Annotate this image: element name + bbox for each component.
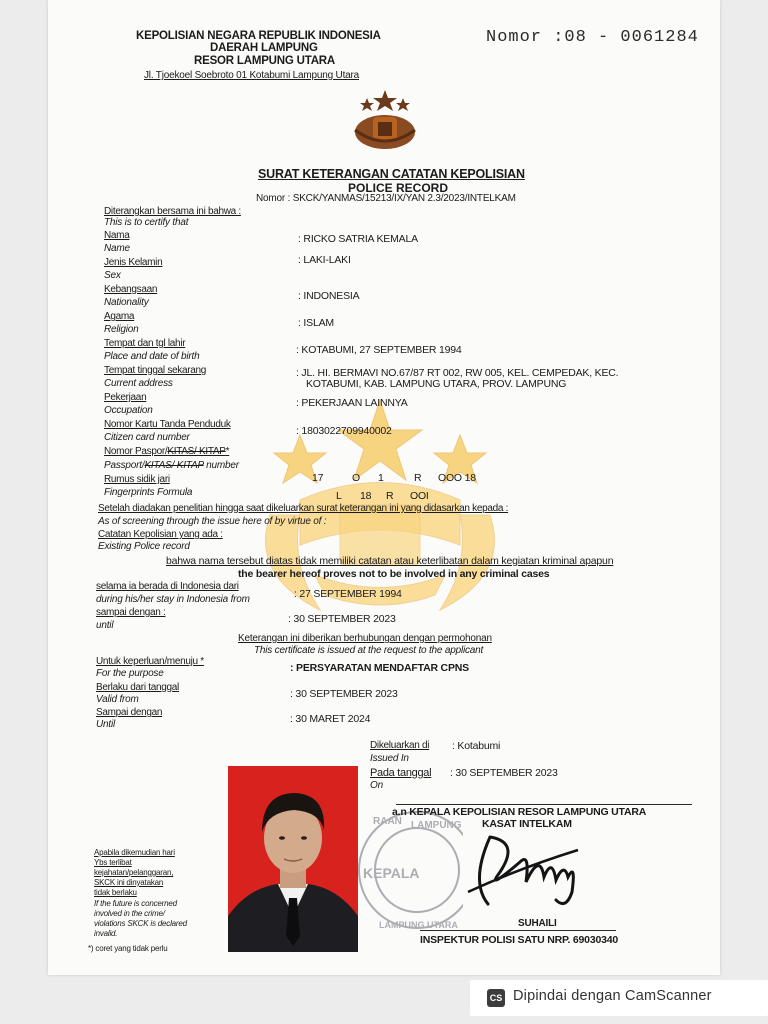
valid-from-label-en: Valid from bbox=[96, 694, 139, 705]
field-label-birth: Tempat dan tgl lahir bbox=[104, 338, 186, 349]
period-until-label-en: until bbox=[96, 620, 114, 631]
field-label-name: Nama bbox=[104, 230, 130, 241]
stamp-text-4: LAMPUNG UTARA bbox=[379, 920, 458, 930]
screening-label-en: As of screening through the issue here of by virtue of : bbox=[98, 516, 327, 527]
field-value-citizen-card: : 1803022709940002 bbox=[296, 425, 392, 437]
scanner-watermark-text: Dipindai dengan CamScanner bbox=[513, 988, 712, 1004]
field-label-name-en: Name bbox=[104, 243, 130, 254]
header-resort: RESOR LAMPUNG UTARA bbox=[194, 55, 336, 67]
field-value-name: : RICKO SATRIA KEMALA bbox=[298, 233, 418, 245]
screening-label: Setelah diadakan penelitian hingga saat dikeluarkan surat keterangan ini yang didasarkan kepada : bbox=[98, 503, 509, 514]
signatory-title: a.n KEPALA KEPOLISIAN RESOR LAMPUNG UTARA bbox=[392, 806, 647, 818]
record-statement: bahwa nama tersebut diatas tidak memiliki catatan atau keterlibatan dalam kegiatan kriminal apapun bbox=[166, 555, 614, 567]
field-label-address-en: Current address bbox=[104, 378, 173, 389]
field-label-nationality: Kebangsaan bbox=[104, 284, 158, 295]
intro-label: Diterangkan bersama ini bahwa : bbox=[104, 206, 241, 217]
document-title: SURAT KETERANGAN CATATAN KEPOLISIAN bbox=[258, 167, 525, 181]
purpose-label: Untuk keperluan/menuju * bbox=[96, 656, 204, 667]
field-label-citizen-card-en: Citizen card number bbox=[104, 432, 190, 443]
issued-place-value: : Kotabumi bbox=[452, 740, 501, 752]
field-label-religion: Agama bbox=[104, 311, 135, 322]
field-label-citizen-card: Nomor Kartu Tanda Penduduk bbox=[104, 419, 231, 430]
police-record-label: Catatan Kepolisian yang ada : bbox=[98, 529, 223, 540]
field-value-address-line2: KOTABUMI, KAB. LAMPUNG UTARA, PROV. LAMPUNG bbox=[306, 378, 567, 390]
request-statement-en: This certificate is issued at the request to the applicant bbox=[254, 645, 484, 656]
signature-top-rule bbox=[396, 804, 692, 805]
police-emblem-icon bbox=[345, 90, 425, 152]
handwritten-signature bbox=[460, 822, 590, 912]
field-value-birth: : KOTABUMI, 27 SEPTEMBER 1994 bbox=[296, 344, 462, 356]
field-label-address: Tempat tinggal sekarang bbox=[104, 365, 207, 376]
header-institution: KEPOLISIAN NEGARA REPUBLIK INDONESIA bbox=[136, 30, 381, 42]
issued-date-label-en: On bbox=[370, 780, 383, 791]
valid-until-value: : 30 MARET 2024 bbox=[290, 713, 371, 725]
header-address: Jl. Tjoekoel Soebroto 01 Kotabumi Lampung Utara bbox=[144, 70, 359, 81]
valid-until-label: Sampai dengan bbox=[96, 707, 163, 718]
field-label-birth-en: Place and date of birth bbox=[104, 351, 200, 362]
purpose-label-en: For the purpose bbox=[96, 668, 164, 679]
record-statement-en: the bearer hereof proves not to be involved in any criminal cases bbox=[238, 568, 550, 580]
field-label-religion-en: Religion bbox=[104, 324, 139, 335]
valid-from-label: Berlaku dari tanggal bbox=[96, 682, 179, 693]
stamp-text-3: KEPALA bbox=[363, 865, 420, 881]
period-from-label-en: during his/her stay in Indonesia from bbox=[96, 594, 250, 605]
request-statement: Keterangan ini diberikan berhubungan dengan permohonan bbox=[238, 633, 492, 644]
field-label-occupation: Pekerjaan bbox=[104, 392, 147, 403]
field-label-fingerprint-en: Fingerprints Formula bbox=[104, 487, 193, 498]
valid-from-value: : 30 SEPTEMBER 2023 bbox=[290, 688, 398, 700]
intro-label-english: This is to certify that bbox=[104, 217, 189, 228]
period-from-label: selama ia berada di Indonesia dari bbox=[96, 581, 239, 592]
document-number: Nomor : SKCK/YANMAS/15213/IX/YAN 2.3/2023/INTELKAM bbox=[256, 193, 516, 204]
field-label-sex: Jenis Kelamin bbox=[104, 257, 163, 268]
field-value-address-line1: : JL. HI. BERMAVI NO.67/87 RT 002, RW 005, KEL. CEMPEDAK, KEC. bbox=[296, 367, 619, 379]
period-until-value: : 30 SEPTEMBER 2023 bbox=[288, 613, 396, 625]
field-label-passport-en: Passport/KITAS/ KITAP number bbox=[104, 460, 239, 471]
applicant-photo bbox=[228, 766, 358, 952]
signatory-position: KASAT INTELKAM bbox=[482, 818, 572, 830]
document-serial-label: Nomor :08 - 0061284 bbox=[486, 28, 699, 47]
field-value-sex: : LAKI-LAKI bbox=[298, 254, 351, 266]
field-label-nationality-en: Nationality bbox=[104, 297, 149, 308]
field-label-occupation-en: Occupation bbox=[104, 405, 153, 416]
official-stamp bbox=[357, 798, 463, 948]
valid-until-label-en: Until bbox=[96, 719, 116, 730]
field-value-nationality: : INDONESIA bbox=[298, 290, 360, 302]
field-value-occupation: : PEKERJAAN LAINNYA bbox=[296, 397, 408, 409]
signatory-rank-nrp: INSPEKTUR POLISI SATU NRP. 69030340 bbox=[420, 934, 619, 946]
issued-date-label: Pada tanggal bbox=[370, 767, 432, 779]
field-label-fingerprint: Rumus sidik jari bbox=[104, 474, 170, 485]
field-label-passport: Nomor Paspor/KITAS/ KITAP* bbox=[104, 446, 230, 457]
signatory-name: SUHAILI bbox=[518, 918, 557, 929]
stamp-text-1: RAAN bbox=[373, 816, 402, 827]
issued-place-label: Dikeluarkan di bbox=[370, 740, 430, 751]
police-record-label-en: Existing Police record bbox=[98, 541, 190, 552]
period-from-value: : 27 SEPTEMBER 1994 bbox=[294, 588, 402, 600]
document-title-english: POLICE RECORD bbox=[348, 181, 449, 195]
field-value-religion: : ISLAM bbox=[298, 317, 334, 329]
period-until-label: sampai dengan : bbox=[96, 607, 166, 618]
stamp-text-2: LAMPUNG bbox=[411, 820, 462, 831]
purpose-value: : PERSYARATAN MENDAFTAR CPNS bbox=[290, 662, 469, 674]
issued-date-value: : 30 SEPTEMBER 2023 bbox=[450, 767, 558, 779]
header-region: DAERAH LAMPUNG bbox=[210, 42, 318, 54]
camscanner-logo-icon: CS bbox=[487, 989, 505, 1007]
signature-name-rule bbox=[420, 930, 616, 931]
field-label-sex-en: Sex bbox=[104, 270, 121, 281]
issued-place-label-en: Issued In bbox=[370, 753, 409, 764]
